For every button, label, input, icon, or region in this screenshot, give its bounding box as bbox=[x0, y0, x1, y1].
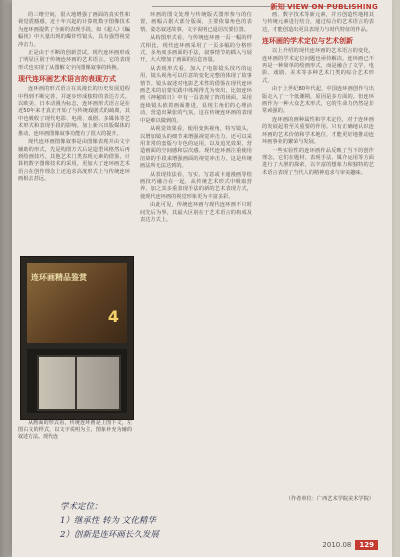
paragraph: 从画面的形式看，传统连环画是上图下文，左图右文的样式，以文字说明为主，图象补充为辅的叙述方法。现代连 bbox=[18, 420, 132, 440]
paragraph: 由于上世纪80年代起，中国连环画创作与出版走入了一个低潮期，原因是多方面的。但连环画作为一种大众艺术形式，它的生命力仍然是非常顽强的。 bbox=[262, 86, 374, 115]
paragraph: 现代连环画图像叙事是由图像表现并由文字辅助的形式，先是构图方式后是造型风格然后再到绘画技巧。其他艺术门类表现元素的借鉴，计算机数字图像技术的采用，更加大了连环画艺术语言在创作理念上还追求高度形式上与传统连环画相去甚远。 bbox=[18, 139, 130, 183]
book-title: 连环画精品鉴赏 bbox=[31, 273, 87, 282]
paragraph: 连环画的形式语言在其漫长的历史发展进程中得到不断完善，并逐步形成独特的表达方式。以欧美、日本动漫为标志，连环画形式语言是在近50年来才真正开始了与传统戏剧式的疏离，其中也吸收了现代电影、电视、戏剧、多媒体等艺术形式和表现手段的影响。加上新兴出版媒体的推动，连环画图像叙事功能有了很大的提升。 bbox=[18, 86, 130, 137]
column-2 bbox=[140, 12, 252, 225]
page-footer bbox=[322, 540, 378, 550]
handwritten-line: 学术定位： bbox=[60, 502, 103, 512]
paragraph: 正是由于不断的创新尝试，现代连环画形成了明显区别于传统连环画的艺术语言。它的表现形式也实现了从图解文字向图像叙事的转换。 bbox=[18, 50, 130, 71]
paragraph: 的三维空间，很大地增强了画面的真实性和视觉震撼感。近十年兴起的计算机数字图像技术为连环画提供了全新的表现手段，如《超人》《蝙蝠侠》中大量出现的爆炸性镜头，具有强烈视觉冲击力。 bbox=[18, 12, 130, 48]
paragraph: 一些实验性的连环画作品反映了当下的创作理念。它们在题材、表现手法、媒介运用等方面进行了大胆的探索，以丰富的想象力和独特的艺术语言表现了当代人的精神追求与审美趣味。 bbox=[262, 147, 374, 176]
author-affiliation: （作者单位：广西艺术学院美术学院） bbox=[285, 496, 374, 502]
paragraph: 从视觉效果看，使用变焦视角，特写镜头，以增加镜头的细节来增强视觉冲击力。还可以采用非常的套版与专色的运用，以及追光效果，营造画面的空间感和层次感。现代连环画注重使用渲染的手段来增强画面的视觉冲击力，这是传统画法所无法达到的。 bbox=[140, 126, 252, 170]
handwritten-line: 1）继承性 转为 文化精华 bbox=[60, 516, 156, 526]
magazine-name: 新知 bbox=[270, 3, 286, 11]
paragraph: 画、数字技术等新元素，并且创造性地将其与传统元素进行结合，通过综合的艺术语言的表达，才能创造出更具表现力与时代特征的作品。 bbox=[262, 12, 374, 33]
paragraph: 从构图形式看，与传统连环画一页一幅的样式相比，现代连环画采用了一页多幅的分格形式，多角度多画面的手法，叙事情节的插入与展开，大大增加了画面的信息容量。 bbox=[140, 35, 252, 64]
section-heading: 连环画的学术定位与艺术创新 bbox=[262, 37, 353, 46]
paragraph: 环画的图文处理与传统版式图形参与的位置，画幅占据大部分版面，主要依靠角色的表情、姿态叙述故事。文字说明已退居次要位置。 bbox=[140, 12, 252, 33]
paragraph: 连环画的画种属性和学术定位，对于连环画的发展起着至关重要的作用。只有正确地认识连环画的艺术价值和学术地位，才能更好地推动连环画事业的繁荣与发展。 bbox=[262, 116, 374, 146]
page-binding-shadow bbox=[0, 0, 12, 557]
magazine-page bbox=[12, 0, 392, 557]
paragraph: 以上介绍的现代连环画的艺术语言的变化，连环画的学术定位问题也亟待解决。连环画已不再是一种简单的绘画形式，而是融合了文学、电影、戏剧、美术等多种艺术门类的综合艺术形式。 bbox=[262, 48, 374, 84]
paragraph: 由此可见，传统连环画与现代连环画不只时间先后为界，其最大区别在于艺术语言的构成及表达方式上。 bbox=[140, 202, 252, 223]
paragraph: 从表现形式看，加入了电影镜头技巧的运用，镜头视角可以任意的变化完整的体现了故事情节。镜头叙述对电影艺术性的借鉴在现代连环画艺术的启蒙实践中体现得尤为突出，比如连环画《神秘昭日》中有一页表现了阵的场面，采用连续镜头依着画面推进，显现主角们的心理活动，营造出紧张的气氛，这在传统连环画的表现中是难以做到的。 bbox=[140, 65, 252, 124]
comic-panel-strip bbox=[27, 349, 127, 413]
section-heading: 现代连环画艺术语言的表现方式 bbox=[18, 75, 116, 84]
book-cover-art bbox=[27, 263, 127, 343]
section-title: VIEW ON PUBLISHING bbox=[287, 3, 378, 11]
book-volume-number: 4 bbox=[107, 307, 119, 326]
column-1-lower bbox=[18, 420, 132, 441]
comic-panel bbox=[37, 355, 121, 411]
paragraph: 从表现技法看，写实、写意或卡通漫画等绘画技巧融合在一起，从传统艺术形式中吸取营养，加之其多重表现手法的新的艺术表现方式，使现代连环画的视觉形象更为丰富多彩。 bbox=[140, 171, 252, 200]
handwritten-line: 2）创新是连环画长久发展 bbox=[60, 530, 159, 540]
issue-date: 2010.08 bbox=[322, 541, 352, 549]
handwritten-note bbox=[60, 500, 260, 542]
page-number: 129 bbox=[355, 540, 378, 550]
column-1 bbox=[18, 12, 130, 185]
book-cover-image bbox=[20, 256, 134, 420]
column-3 bbox=[262, 12, 374, 178]
